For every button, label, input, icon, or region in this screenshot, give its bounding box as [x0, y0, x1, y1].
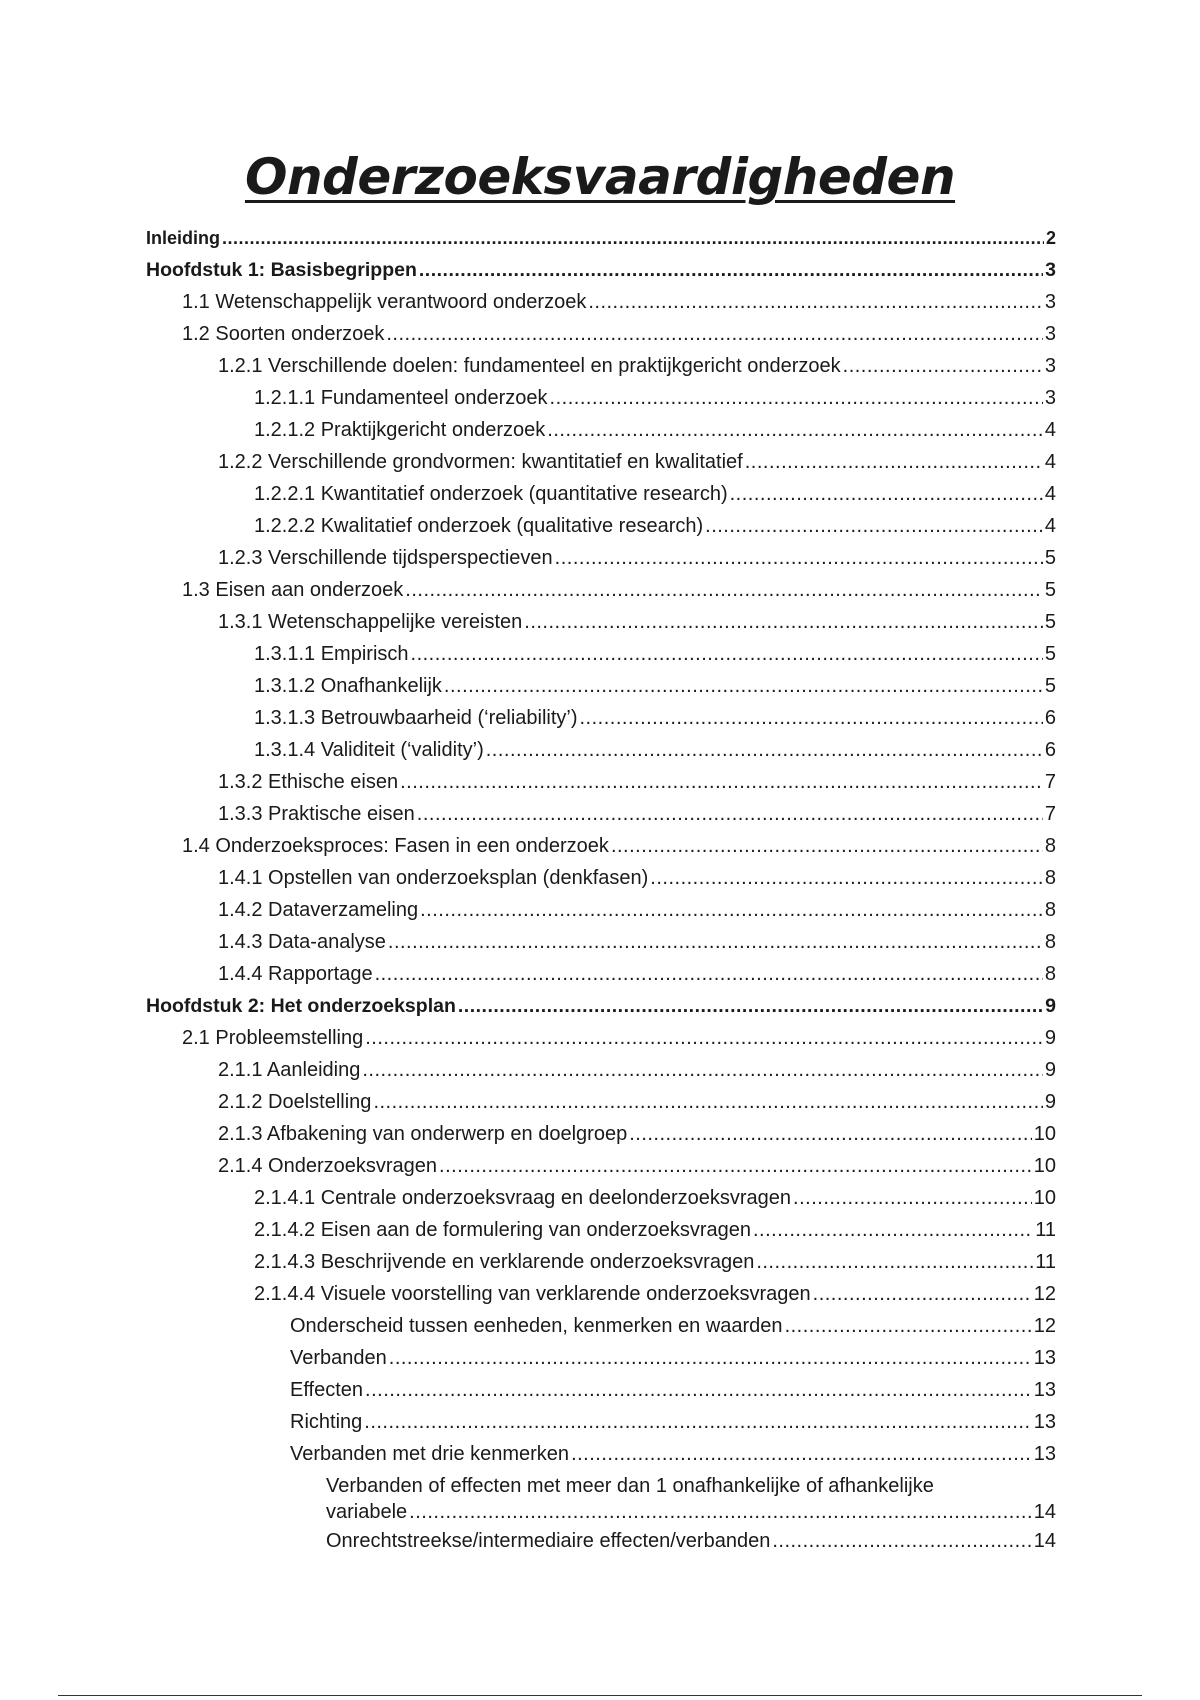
toc-leader-dots — [439, 1150, 1032, 1182]
toc-entry-label: 1.2.1.2 Praktijkgericht onderzoek — [254, 419, 546, 441]
toc-page-number: 8 — [1044, 835, 1056, 857]
toc-entry[interactable] — [146, 1473, 1056, 1525]
toc-entry-label: Verbanden — [290, 1347, 387, 1369]
toc-page-number: 10 — [1033, 1155, 1056, 1177]
toc-leader-dots — [588, 286, 1043, 318]
toc-entry[interactable] — [146, 1054, 1056, 1086]
toc-entry-label: 2.1.3 Afbakening van onderwerp en doelgroep — [218, 1123, 628, 1145]
toc-leader-dots — [793, 1182, 1032, 1214]
toc-leader-dots — [730, 478, 1043, 510]
toc-entry-label-continued: variabele — [326, 1501, 408, 1523]
toc-entry[interactable] — [146, 350, 1056, 382]
toc-entry-label: Hoofdstuk 2: Het onderzoeksplan — [146, 995, 456, 1017]
toc-leader-dots — [785, 1310, 1032, 1342]
toc-leader-dots — [409, 1499, 1032, 1525]
toc-leader-dots — [705, 510, 1043, 542]
toc-entry[interactable] — [146, 446, 1056, 478]
toc-entry[interactable] — [146, 830, 1056, 862]
toc-page-number: 2 — [1045, 228, 1056, 248]
toc-entry[interactable] — [146, 382, 1056, 414]
toc-leader-dots — [650, 862, 1043, 894]
toc-page-number: 12 — [1033, 1283, 1056, 1305]
toc-leader-dots — [417, 798, 1043, 830]
toc-entry-label: 1.3.1 Wetenschappelijke vereisten — [218, 611, 523, 633]
toc-page-number: 13 — [1033, 1347, 1056, 1369]
toc-page-number: 5 — [1044, 643, 1056, 665]
toc-entry-label: Hoofdstuk 1: Basisbegrippen — [146, 259, 417, 281]
toc-leader-dots — [550, 382, 1043, 414]
toc-page-number: 10 — [1033, 1187, 1056, 1209]
toc-entry-label: 1.2.2 Verschillende grondvormen: kwantitatief en kwalitatief — [218, 451, 743, 473]
toc-entry-label: 1.4.1 Opstellen van onderzoeksplan (denkfasen) — [218, 867, 649, 889]
toc-leader-dots — [411, 638, 1043, 670]
toc-page-number: 12 — [1033, 1315, 1056, 1337]
toc-page-number: 9 — [1044, 1027, 1056, 1049]
toc-entry[interactable] — [146, 894, 1056, 926]
toc-entry[interactable] — [146, 606, 1056, 638]
toc-entry-label: 2.1.4.1 Centrale onderzoeksvraag en deelonderzoeksvragen — [254, 1187, 792, 1209]
toc-entry[interactable] — [146, 318, 1056, 350]
toc-page-number: 13 — [1033, 1443, 1056, 1465]
toc-entry-label: 1.3.1.4 Validiteit (‘validity’) — [254, 739, 484, 761]
toc-entry[interactable] — [146, 638, 1056, 670]
toc-page-number: 6 — [1044, 739, 1056, 761]
toc-entry-label: 1.1 Wetenschappelijk verantwoord onderzoek — [182, 291, 587, 313]
toc-entry-label: Inleiding — [146, 228, 220, 248]
toc-leader-dots — [524, 606, 1043, 638]
toc-entry-label: 1.4.4 Rapportage — [218, 963, 373, 985]
toc-leader-dots — [756, 1246, 1033, 1278]
toc-leader-dots — [444, 670, 1043, 702]
toc-page-number: 10 — [1033, 1123, 1056, 1145]
toc-entry-label: Onderscheid tussen eenheden, kenmerken en waarden — [290, 1315, 783, 1337]
toc-entry-label: 2.1.4.2 Eisen aan de formulering van onderzoeksvragen — [254, 1219, 751, 1241]
toc-page-number: 9 — [1044, 1091, 1056, 1113]
toc-entry[interactable] — [146, 478, 1056, 510]
toc-leader-dots — [571, 1438, 1032, 1470]
toc-page-number: 9 — [1045, 995, 1056, 1017]
toc-entry[interactable] — [146, 1374, 1056, 1406]
toc-entry[interactable] — [146, 1086, 1056, 1118]
toc-leader-dots — [629, 1118, 1032, 1150]
toc-entry[interactable] — [146, 286, 1056, 318]
toc-entry-label: Onrechtstreekse/intermediaire effecten/verbanden — [326, 1530, 771, 1552]
toc-entry[interactable] — [146, 1438, 1056, 1470]
toc-leader-dots — [389, 1342, 1032, 1374]
toc-entry-label: Verbanden of effecten met meer dan 1 onafhankelijke of afhankelijke — [326, 1475, 934, 1497]
toc-leader-dots — [458, 990, 1043, 1022]
toc-entry-label: 1.3.1.2 Onafhankelijk — [254, 675, 442, 697]
toc-leader-dots — [611, 830, 1043, 862]
toc-leader-dots — [364, 1406, 1031, 1438]
toc-entry-label: Richting — [290, 1411, 363, 1433]
toc-entry-label: 1.2.1 Verschillende doelen: fundamenteel en praktijkgericht onderzoek — [218, 355, 841, 377]
toc-page-number: 8 — [1044, 963, 1056, 985]
toc-entry-label: Effecten — [290, 1379, 364, 1401]
toc-entry[interactable] — [146, 1310, 1056, 1342]
toc-leader-dots — [486, 734, 1043, 766]
toc-entry-label: 1.3.3 Praktische eisen — [218, 803, 415, 825]
toc-entry[interactable] — [146, 990, 1056, 1022]
toc-entry-label: Verbanden met drie kenmerken — [290, 1443, 570, 1465]
toc-page-number: 4 — [1044, 483, 1056, 505]
toc-entry-label: 2.1.1 Aanleiding — [218, 1059, 361, 1081]
toc-leader-dots — [405, 574, 1043, 606]
toc-page-number: 4 — [1044, 451, 1056, 473]
toc-page-number: 11 — [1035, 1251, 1056, 1273]
toc-leader-dots — [365, 1374, 1032, 1406]
toc-leader-dots — [753, 1214, 1033, 1246]
toc-entry-label: 1.2.2.2 Kwalitatief onderzoek (qualitative research) — [254, 515, 704, 537]
toc-leader-dots — [365, 1022, 1043, 1054]
toc-page-number: 13 — [1033, 1411, 1056, 1433]
toc-page-number: 3 — [1045, 259, 1056, 281]
toc-entry-label: 2.1.4.3 Beschrijvende en verklarende onderzoeksvragen — [254, 1251, 755, 1273]
toc-page-number: 5 — [1044, 547, 1056, 569]
toc-leader-dots — [419, 254, 1043, 286]
page-title — [0, 148, 1200, 206]
toc-leader-dots — [843, 350, 1043, 382]
toc-entry[interactable] — [146, 766, 1056, 798]
toc-entry[interactable] — [146, 1406, 1056, 1438]
toc-entry[interactable] — [146, 1342, 1056, 1374]
toc-entry[interactable] — [146, 734, 1056, 766]
toc-page-number: 8 — [1044, 931, 1056, 953]
toc-leader-dots — [772, 1525, 1031, 1557]
toc-entry[interactable] — [146, 1150, 1056, 1182]
toc-leader-dots — [375, 958, 1043, 990]
toc-page-number: 5 — [1044, 579, 1056, 601]
toc-entry-label: 1.3.1.3 Betrouwbaarheid (‘reliability’) — [254, 707, 578, 729]
toc-page-number: 14 — [1033, 1530, 1056, 1552]
toc-leader-dots — [420, 894, 1043, 926]
footer-divider — [58, 1695, 1142, 1696]
toc-entry-label: 1.4.3 Data-analyse — [218, 931, 386, 953]
toc-entry-continuation — [326, 1499, 1056, 1525]
toc-entry-label: 1.2.2.1 Kwantitatief onderzoek (quantitative research) — [254, 483, 728, 505]
toc-leader-dots — [388, 926, 1043, 958]
toc-entry-label: 1.2.1.1 Fundamenteel onderzoek — [254, 387, 548, 409]
toc-entry[interactable] — [146, 222, 1056, 254]
toc-entry[interactable] — [146, 1246, 1056, 1278]
toc-entry[interactable] — [146, 798, 1056, 830]
toc-leader-dots — [745, 446, 1043, 478]
toc-entry-label: 1.2.3 Verschillende tijdsperspectieven — [218, 547, 553, 569]
toc-entry[interactable] — [146, 862, 1056, 894]
toc-page-number: 9 — [1044, 1059, 1056, 1081]
toc-entry-label: 2.1.4.4 Visuele voorstelling van verklarende onderzoeksvragen — [254, 1283, 811, 1305]
toc-entry[interactable] — [146, 574, 1056, 606]
toc-leader-dots — [547, 414, 1043, 446]
toc-entry[interactable] — [146, 670, 1056, 702]
toc-entry[interactable] — [146, 926, 1056, 958]
toc-entry[interactable] — [146, 1022, 1056, 1054]
toc-entry-label: 2.1.2 Doelstelling — [218, 1091, 372, 1113]
toc-page-number: 4 — [1044, 419, 1056, 441]
toc-entry[interactable] — [146, 1214, 1056, 1246]
toc-entry[interactable] — [146, 254, 1056, 286]
toc-leader-dots — [813, 1278, 1032, 1310]
toc-leader-dots — [373, 1086, 1042, 1118]
toc-leader-dots — [362, 1054, 1043, 1086]
toc-leader-dots — [580, 702, 1043, 734]
toc-entry[interactable] — [146, 414, 1056, 446]
toc-leader-dots — [222, 222, 1044, 254]
toc-entry-label: 1.3 Eisen aan onderzoek — [182, 579, 404, 601]
toc-entry-label: 1.3.2 Ethische eisen — [218, 771, 399, 793]
toc-entry-label: 1.3.1.1 Empirisch — [254, 643, 409, 665]
toc-page-number: 6 — [1044, 707, 1056, 729]
table-of-contents — [146, 222, 1056, 1557]
toc-entry[interactable] — [146, 958, 1056, 990]
toc-entry[interactable] — [146, 1182, 1056, 1214]
toc-page-number: 3 — [1044, 387, 1056, 409]
toc-entry-label: 1.4.2 Dataverzameling — [218, 899, 419, 921]
toc-leader-dots — [555, 542, 1043, 574]
toc-page-number: 4 — [1044, 515, 1056, 537]
toc-entry[interactable] — [146, 702, 1056, 734]
toc-page-number: 11 — [1035, 1219, 1056, 1241]
toc-entry-label: 1.4 Onderzoeksproces: Fasen in een onderzoek — [182, 835, 609, 857]
toc-page-number: 5 — [1044, 611, 1056, 633]
toc-page-number: 3 — [1044, 323, 1056, 345]
toc-page-number: 8 — [1044, 867, 1056, 889]
document-title: Onderzoeksvaardigheden — [244, 148, 956, 206]
toc-page-number: 14 — [1033, 1501, 1056, 1523]
toc-page-number: 8 — [1044, 899, 1056, 921]
toc-entry-label: 2.1.4 Onderzoeksvragen — [218, 1155, 438, 1177]
toc-entry[interactable] — [146, 1278, 1056, 1310]
toc-page-number: 13 — [1033, 1379, 1056, 1401]
toc-entry[interactable] — [146, 1525, 1056, 1557]
toc-page-number: 5 — [1044, 675, 1056, 697]
toc-leader-dots — [400, 766, 1043, 798]
toc-entry[interactable] — [146, 1118, 1056, 1150]
toc-page-number: 7 — [1044, 803, 1056, 825]
toc-entry[interactable] — [146, 542, 1056, 574]
toc-page-number: 3 — [1044, 355, 1056, 377]
toc-page-number: 7 — [1044, 771, 1056, 793]
toc-page-number: 3 — [1044, 291, 1056, 313]
toc-leader-dots — [386, 318, 1043, 350]
toc-entry-label: 1.2 Soorten onderzoek — [182, 323, 385, 345]
toc-entry-label: 2.1 Probleemstelling — [182, 1027, 364, 1049]
toc-entry[interactable] — [146, 510, 1056, 542]
